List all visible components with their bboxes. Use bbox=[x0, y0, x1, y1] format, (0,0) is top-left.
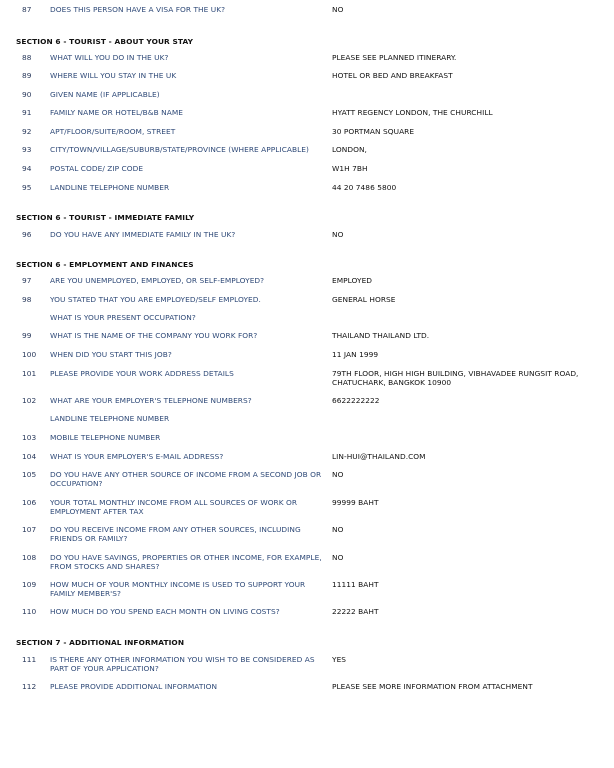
question-number: 104 bbox=[22, 452, 37, 461]
question-text: GIVEN NAME (IF APPLICABLE) bbox=[50, 90, 160, 99]
question-number: 95 bbox=[22, 183, 32, 192]
question-text: MOBILE TELEPHONE NUMBER bbox=[50, 433, 161, 442]
answer-text: HOTEL OR BED AND BREAKFAST bbox=[332, 71, 453, 80]
question-number: 91 bbox=[22, 108, 32, 117]
answer-text: NO bbox=[332, 470, 344, 479]
question-number: 92 bbox=[22, 127, 32, 136]
question-text: IS THERE ANY OTHER INFORMATION YOU WISH TO BE CONSIDERED AS PART OF YOUR APPLICATION? bbox=[50, 655, 315, 673]
question-number: 88 bbox=[22, 53, 32, 62]
question-number: 107 bbox=[22, 525, 37, 534]
question-text: DO YOU RECEIVE INCOME FROM ANY OTHER SOURCES, INCLUDING FRIENDS OR FAMILY? bbox=[50, 525, 301, 543]
question-text: APT/FLOOR/SUITE/ROOM, STREET bbox=[50, 127, 176, 136]
question-number: 110 bbox=[22, 607, 37, 616]
question-number: 98 bbox=[22, 295, 32, 304]
question-number: 89 bbox=[22, 71, 32, 80]
question-text: HOW MUCH OF YOUR MONTHLY INCOME IS USED TO SUPPORT YOUR FAMILY MEMBER'S? bbox=[50, 580, 306, 598]
question-text: ARE YOU UNEMPLOYED, EMPLOYED, OR SELF-EMPLOYED? bbox=[50, 276, 265, 285]
question-text: PLEASE PROVIDE ADDITIONAL INFORMATION bbox=[50, 682, 218, 691]
answer-text: 79TH FLOOR, HIGH HIGH BUILDING, VIBHAVADEE RUNGSIT ROAD, CHATUCHARK, BANGKOK 10900 bbox=[332, 369, 579, 387]
question-text: WHERE WILL YOU STAY IN THE UK bbox=[50, 71, 177, 80]
question-number: 96 bbox=[22, 230, 32, 239]
question-text: WHAT ARE YOUR EMPLOYER'S TELEPHONE NUMBERS? bbox=[50, 396, 252, 405]
question-text: WHEN DID YOU START THIS JOB? bbox=[50, 350, 172, 359]
question-number: 97 bbox=[22, 276, 32, 285]
question-number: 94 bbox=[22, 164, 32, 173]
question-text: LANDLINE TELEPHONE NUMBER bbox=[50, 183, 170, 192]
question-number: 105 bbox=[22, 470, 37, 479]
question-number: 90 bbox=[22, 90, 32, 99]
question-number: 109 bbox=[22, 580, 37, 589]
question-number: 87 bbox=[22, 5, 32, 14]
answer-text: NO bbox=[332, 230, 344, 239]
question-number: 93 bbox=[22, 145, 32, 154]
answer-text: HYATT REGENCY LONDON, THE CHURCHILL bbox=[332, 108, 493, 117]
answer-text: PLEASE SEE PLANNED ITINERARY. bbox=[332, 53, 457, 62]
section-heading: SECTION 7 - ADDITIONAL INFORMATION bbox=[16, 638, 185, 647]
question-text: FAMILY NAME OR HOTEL/B&B NAME bbox=[50, 108, 183, 117]
question-text: WHAT IS THE NAME OF THE COMPANY YOU WORK FOR? bbox=[50, 331, 258, 340]
question-number: 101 bbox=[22, 369, 37, 378]
question-text: DOES THIS PERSON HAVE A VISA FOR THE UK? bbox=[50, 5, 226, 14]
question-number: 111 bbox=[22, 655, 37, 664]
answer-text: NO bbox=[332, 525, 344, 534]
question-text: WHAT WILL YOU DO IN THE UK? bbox=[50, 53, 169, 62]
question-text: HOW MUCH DO YOU SPEND EACH MONTH ON LIVING COSTS? bbox=[50, 607, 280, 616]
answer-text: LONDON, bbox=[332, 145, 367, 154]
answer-text: 11111 BAHT bbox=[332, 580, 379, 589]
question-text: DO YOU HAVE SAVINGS, PROPERTIES OR OTHER INCOME, FOR EXAMPLE, FROM STOCKS AND SHARES? bbox=[50, 553, 322, 571]
section-heading: SECTION 6 - EMPLOYMENT AND FINANCES bbox=[16, 260, 194, 269]
answer-text: EMPLOYED bbox=[332, 276, 373, 285]
question-text: YOU STATED THAT YOU ARE EMPLOYED/SELF EMPLOYED. bbox=[50, 295, 261, 304]
answer-text: GENERAL HORSE bbox=[332, 295, 396, 304]
answer-text: PLEASE SEE MORE INFORMATION FROM ATTACHMENT bbox=[332, 682, 533, 691]
answer-text: W1H 7BH bbox=[332, 164, 368, 173]
answer-text: YES bbox=[332, 655, 347, 664]
section-heading: SECTION 6 - TOURIST - IMMEDIATE FAMILY bbox=[16, 213, 195, 222]
question-number: 106 bbox=[22, 498, 37, 507]
answer-text: 22222 BAHT bbox=[332, 607, 379, 616]
question-text: DO YOU HAVE ANY IMMEDIATE FAMILY IN THE UK? bbox=[50, 230, 236, 239]
question-number: 99 bbox=[22, 331, 32, 340]
question-text: WHAT IS YOUR PRESENT OCCUPATION? bbox=[50, 313, 196, 322]
answer-text: LIN-HUI@THAILAND.COM bbox=[332, 452, 426, 461]
answer-text: 44 20 7486 5800 bbox=[332, 183, 397, 192]
answer-text: NO bbox=[332, 5, 344, 14]
question-text: LANDLINE TELEPHONE NUMBER bbox=[50, 414, 170, 423]
answer-text: 11 JAN 1999 bbox=[332, 350, 379, 359]
question-number: 108 bbox=[22, 553, 37, 562]
answer-text: THAILAND THAILAND LTD. bbox=[332, 331, 430, 340]
answer-text: NO bbox=[332, 553, 344, 562]
answer-text: 99999 BAHT bbox=[332, 498, 379, 507]
answer-text: 6622222222 bbox=[332, 396, 380, 405]
answer-text: 30 PORTMAN SQUARE bbox=[332, 127, 415, 136]
question-text: POSTAL CODE/ ZIP CODE bbox=[50, 164, 144, 173]
question-text: YOUR TOTAL MONTHLY INCOME FROM ALL SOURCES OF WORK OR EMPLOYMENT AFTER TAX bbox=[50, 498, 298, 516]
question-text: WHAT IS YOUR EMPLOYER'S E-MAIL ADDRESS? bbox=[50, 452, 224, 461]
question-text: PLEASE PROVIDE YOUR WORK ADDRESS DETAILS bbox=[50, 369, 234, 378]
question-number: 102 bbox=[22, 396, 37, 405]
question-number: 103 bbox=[22, 433, 37, 442]
question-number: 100 bbox=[22, 350, 37, 359]
question-number: 112 bbox=[22, 682, 37, 691]
section-heading: SECTION 6 - TOURIST - ABOUT YOUR STAY bbox=[16, 37, 194, 46]
question-text: CITY/TOWN/VILLAGE/SUBURB/STATE/PROVINCE (WHERE APPLICABLE) bbox=[50, 145, 309, 154]
question-text: DO YOU HAVE ANY OTHER SOURCE OF INCOME FROM A SECOND JOB OR OCCUPATION? bbox=[50, 470, 322, 488]
